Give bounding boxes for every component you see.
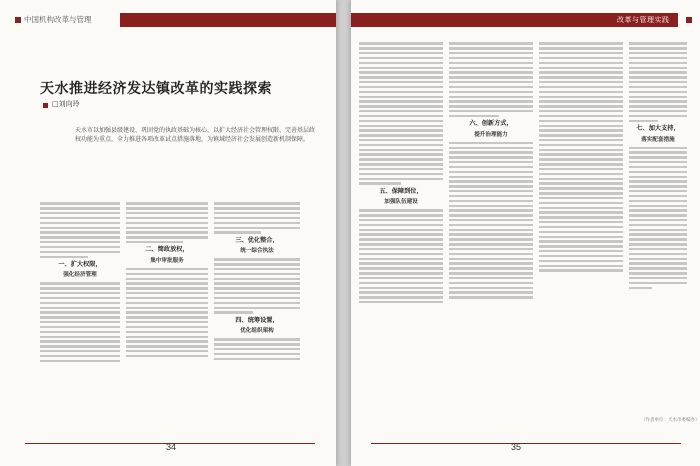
left-page-number: 34 bbox=[166, 442, 177, 452]
section-subheading: 统一综合执法 bbox=[240, 248, 274, 255]
author-unit-note: （作者单位：天水市委编办） bbox=[641, 418, 700, 423]
left-header-bar bbox=[120, 13, 336, 27]
left-column-2 bbox=[126, 200, 208, 430]
section-heading: 五、保障到位， bbox=[379, 187, 423, 195]
section-subheading: 优化组织架构 bbox=[240, 328, 274, 335]
section-subheading: 强化经济管理 bbox=[63, 272, 97, 279]
section-heading: 二、简政放权， bbox=[145, 246, 189, 254]
section-subheading: 落实配套措施 bbox=[641, 136, 675, 143]
right-page-number: 35 bbox=[511, 442, 522, 452]
left-column-3 bbox=[214, 200, 300, 430]
author-marker-icon bbox=[43, 103, 48, 108]
article-title: 天水推进经济发达镇改革的实践探索 bbox=[40, 81, 272, 97]
section-subheading: 加强队伍建设 bbox=[384, 199, 418, 206]
section-heading: 四、统筹设置， bbox=[235, 316, 279, 324]
section-subheading: 集中审批服务 bbox=[150, 257, 184, 264]
right-column-2 bbox=[449, 40, 533, 430]
section-heading: 六、创新方式， bbox=[469, 120, 513, 128]
article-abstract: 天水市以加强县级建设、巩固党的执政基础为核心，以扩大经济社会管理权限、完善基层政权功能为重点，全力推进各项改革试点措施落地，为镇域经济社会发展创造新机制保障。 bbox=[75, 127, 316, 143]
right-column-4 bbox=[629, 40, 687, 430]
left-column-1 bbox=[40, 200, 120, 430]
section-heading: 一、扩大权限， bbox=[58, 260, 102, 268]
right-column-1 bbox=[359, 40, 443, 430]
section-heading: 七、加大支持， bbox=[636, 125, 680, 133]
header-square-icon bbox=[686, 17, 692, 23]
right-page-header: 改革与管理实践 bbox=[609, 13, 678, 27]
left-page-header: 中国机构改革与管理 bbox=[24, 15, 92, 24]
right-footer-rule bbox=[371, 443, 681, 444]
section-subheading: 提升治理能力 bbox=[474, 131, 508, 138]
right-page bbox=[351, 0, 700, 466]
section-heading: 三、优化整合， bbox=[235, 236, 279, 244]
article-author: □刘向玲 bbox=[52, 100, 80, 108]
header-square-icon bbox=[15, 17, 21, 23]
right-header-bar bbox=[351, 13, 621, 27]
right-column-3 bbox=[539, 40, 623, 430]
left-page bbox=[0, 0, 336, 466]
